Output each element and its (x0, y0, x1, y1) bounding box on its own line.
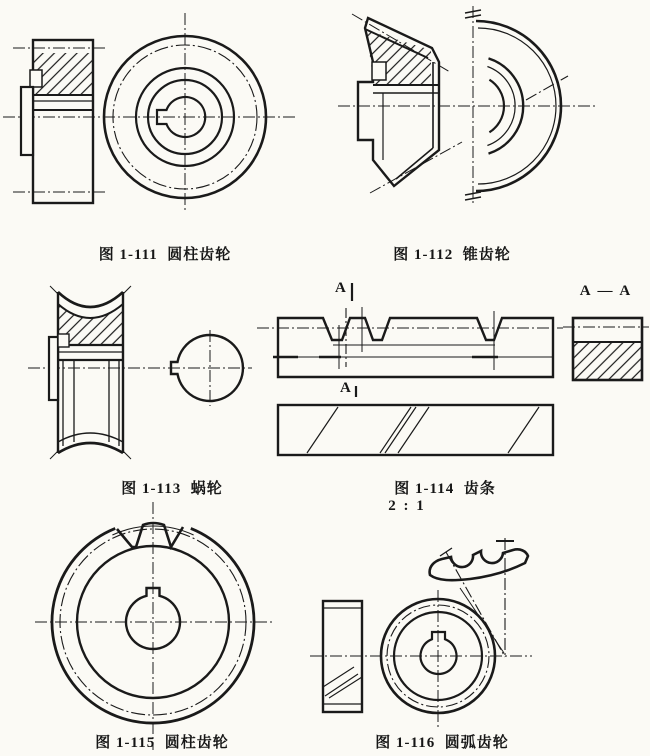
section-cut-label-top: A (335, 280, 346, 296)
figure-1-112-caption: 图 1-112 锥齿轮 (393, 247, 511, 263)
figure-1-115-caption: 图 1-115 圆柱齿轮 (95, 735, 229, 751)
figure-1-116-caption: 图 1-116 圆弧齿轮 (375, 735, 509, 751)
figure-1-114-caption: 图 1-114 齿条 (394, 481, 496, 497)
figure-1-111-drawing (0, 0, 330, 240)
figure-1-112-drawing (330, 0, 650, 240)
detail-scale-label: 2 : 1 (388, 498, 426, 514)
figure-1-113-caption: 图 1-113 蜗轮 (121, 481, 223, 497)
figure-1-113-drawing (0, 270, 260, 480)
figure-1-114-drawing (255, 275, 650, 475)
figure-1-115-drawing (20, 500, 290, 753)
section-view-title: A — A (579, 283, 633, 299)
figure-1-111-caption: 图 1-111 圆柱齿轮 (98, 247, 232, 263)
figure-1-116-drawing (300, 495, 650, 756)
section-cut-label-bottom: A (340, 380, 351, 396)
